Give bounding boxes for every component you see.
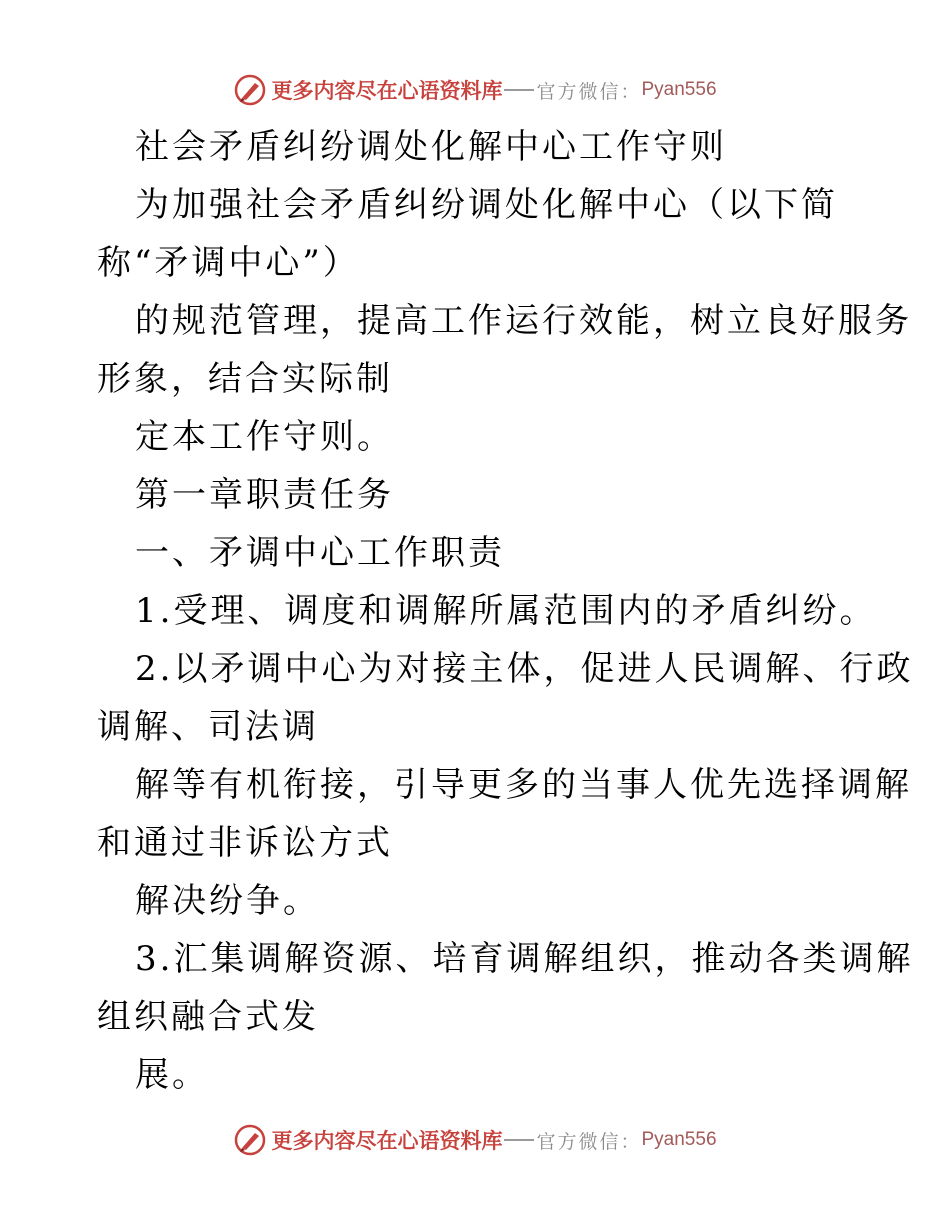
pen-logo-icon xyxy=(233,1123,267,1157)
pen-logo-icon xyxy=(233,73,267,107)
banner-dash xyxy=(504,1139,534,1141)
paragraph-line: 组织融合式发 xyxy=(97,997,319,1037)
footer-banner xyxy=(0,1120,950,1160)
paragraph-line: 展。 xyxy=(135,1055,209,1095)
paragraph-line: 定本工作守则。 xyxy=(135,417,394,457)
list-item: 2.以矛调中心为对接主体，促进人民调解、行政 xyxy=(135,649,914,689)
paragraph-line: 解决纷争。 xyxy=(135,881,320,921)
paragraph-line: 的规范管理，提高工作运行效能，树立良好服务 xyxy=(135,301,912,341)
paragraph-line: 为加强社会矛盾纠纷调处化解中心（以下简 xyxy=(135,185,838,225)
banner-official-label: 官方微信： xyxy=(536,1130,642,1153)
banner-brand-text: 更多内容尽在心语资料库 xyxy=(271,78,503,103)
list-item: 1.受理、调度和调解所属范围内的矛盾纠纷。 xyxy=(135,591,877,631)
paragraph-line: 调解、司法调 xyxy=(97,707,319,747)
paragraph-line: 解等有机衔接，引导更多的当事人优先选择调解 xyxy=(135,765,912,805)
section-heading: 一、矛调中心工作职责 xyxy=(135,533,505,573)
banner-official-label: 官方微信： xyxy=(536,80,642,103)
paragraph-line: 和通过非诉讼方式 xyxy=(97,823,393,863)
header-banner xyxy=(0,70,950,110)
list-item: 3.汇集调解资源、培育调解组织，推动各类调解 xyxy=(135,939,914,979)
banner-brand-text: 更多内容尽在心语资料库 xyxy=(271,1128,503,1153)
paragraph-line: 称“矛调中心”） xyxy=(97,243,360,283)
banner-wechat-id: Pyan556 xyxy=(641,79,717,100)
paragraph-line: 形象，结合实际制 xyxy=(97,359,393,399)
chapter-heading: 第一章职责任务 xyxy=(135,475,394,515)
banner-dash xyxy=(504,89,534,91)
banner-wechat-id: Pyan556 xyxy=(641,1129,717,1150)
document-title: 社会矛盾纠纷调处化解中心工作守则 xyxy=(135,127,727,167)
document-body xyxy=(97,118,914,1104)
